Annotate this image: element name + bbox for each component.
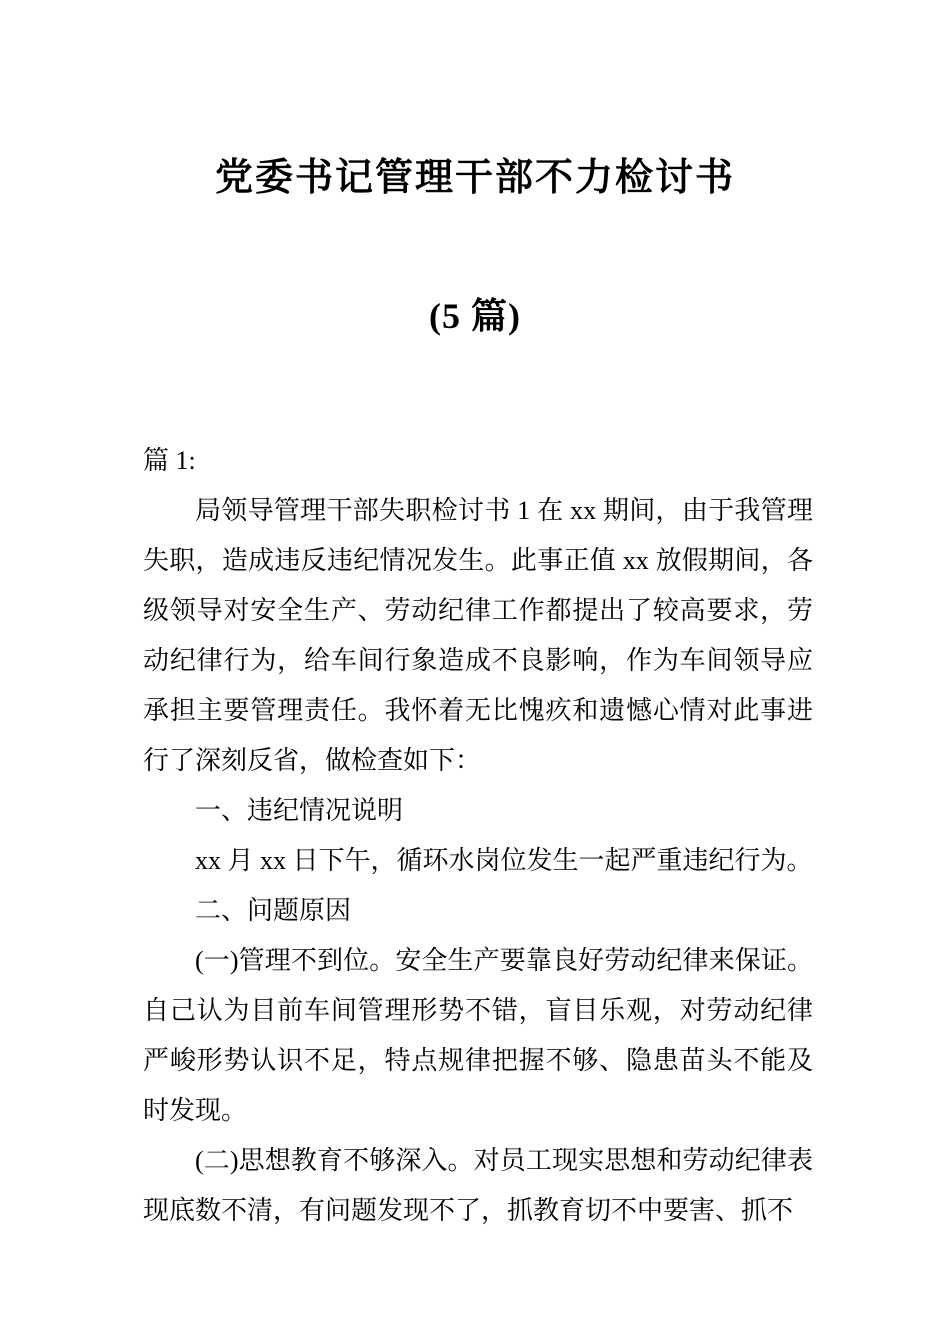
paragraph-violation-detail: xx 月 xx 日下午，循环水岗位发生一起严重违纪行为。: [195, 846, 813, 875]
page-title: 党委书记管理干部不力检讨书: [214, 157, 735, 199]
document-body: [143, 436, 813, 1236]
page-subtitle-piece-count: (5 篇): [429, 296, 521, 336]
paragraph-cause-2: (二)思想教育不够深入。对员工现实思想和劳动纪律表现底数不清，有问题发现不了，抓教育切不中要害、抓不: [143, 1146, 813, 1225]
heading-section-2-causes: 二、问题原因: [195, 896, 352, 925]
section-label: 篇 1:: [143, 446, 196, 475]
heading-section-1-violation: 一、违纪情况说明: [195, 796, 404, 825]
paragraph-cause-1: (一)管理不到位。安全生产要靠良好劳动纪律来保证。自己认为目前车间管理形势不错，盲目乐观，对劳动纪律严峻形势认识不足，特点规律把握不够、隐患苗头不能及时发现。: [143, 946, 813, 1125]
paragraph-opening: 局领导管理干部失职检讨书 1 在 xx 期间，由于我管理失职，造成违反违纪情况发生。此事正值 xx 放假期间，各级领导对安全生产、劳动纪律工作都提出了较高要求，劳动纪律行为，给车间行象造成不良影响，作为车间领导应承担主要管理责任。我怀着无比愧疚和遗憾心情对此事进行了深刻反省，做检查如下：: [143, 496, 813, 775]
